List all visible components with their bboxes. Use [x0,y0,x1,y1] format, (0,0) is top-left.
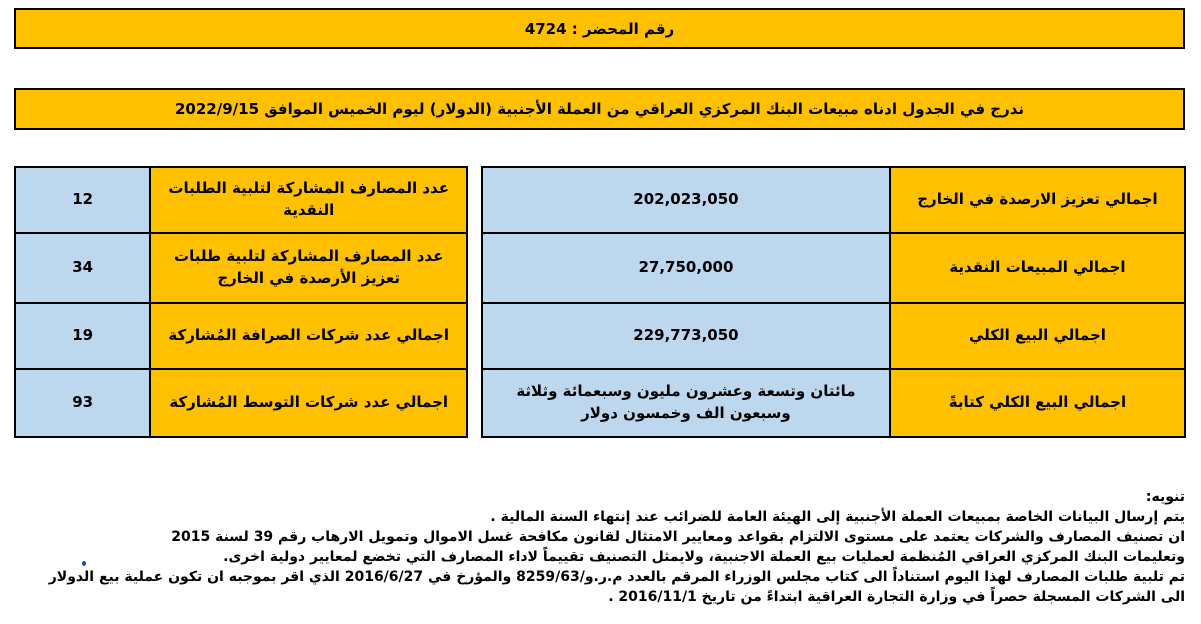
notice-line: وتعليمات البنك المركزي العراقي المُنظمة لعمليات بيع العملة الاجنبية، ولايمثل التصنيف تقييماً لاداء المصارف التي تخضع لمعايير دولية اخرى. [223,549,1185,565]
table-row [482,369,1185,437]
sales-value: 229,773,050 [482,303,890,369]
table-row [15,233,467,303]
sales-table [481,166,1186,438]
participants-label: عدد المصارف المشاركة لتلبية الطلبات النقدية [150,167,467,233]
sales-value: 202,023,050 [482,167,890,233]
sales-label: اجمالي البيع الكلي كتابةً [890,369,1185,437]
sales-label: اجمالي المبيعات النقدية [890,233,1185,303]
participants-label: اجمالي عدد شركات الصرافة المُشاركة [150,303,467,369]
table-row [15,303,467,369]
participants-table [14,166,468,438]
record-number-bar [14,8,1185,49]
record-number: رقم المحضر : 4724 [524,19,675,38]
table-row [482,233,1185,303]
notice-line: يتم إرسال البيانات الخاصة بمبيعات العملة الأجنبية إلى الهيئة العامة للضرائب عند إنتهاء السنة المالية . [490,509,1185,525]
notice-section [15,487,1185,607]
notice-line: تم تلبية طلبات المصارف لهذا اليوم استناداً الى كتاب مجلس الوزراء المرقم بالعدد م.ر.و/8259/63 والمؤرخ في 2016/6/27 الذي اقر بموجبه ان تكون عملية بيع الدولار [48,569,1185,585]
stray-mark [82,561,86,566]
table-row [482,303,1185,369]
participants-label: عدد المصارف المشاركة لتلبية طلبات تعزيز الأرصدة في الخارج [150,233,467,303]
table-row [482,167,1185,233]
report-title-bar [14,88,1185,130]
participants-label: اجمالي عدد شركات التوسط المُشاركة [150,369,467,437]
sales-label: اجمالي تعزيز الارصدة في الخارج [890,167,1185,233]
participants-value: 19 [15,303,150,369]
notice-heading: تنويه: [1145,489,1185,505]
participants-value: 12 [15,167,150,233]
participants-value: 93 [15,369,150,437]
table-row [15,369,467,437]
report-title: ندرج في الجدول ادناه مبيعات البنك المركزي العراقي من العملة الأجنبية (الدولار) ليوم الخميس الموافق 2022/9/15 [174,100,1025,118]
participants-value: 34 [15,233,150,303]
notice-line: الى الشركات المسجلة حصراً في وزارة التجارة العراقية ابتداءً من تاريخ 2016/11/1 . [608,589,1185,605]
notice-line: ان تصنيف المصارف والشركات يعتمد على مستوى الالتزام بقواعد ومعايير الامتثال لقانون مكافحة غسل الاموال وتمويل الارهاب رقم 39 لسنة 2015 [171,529,1185,545]
table-row [15,167,467,233]
sales-value: 27,750,000 [482,233,890,303]
sales-label: اجمالي البيع الكلي [890,303,1185,369]
sales-value: مائتان وتسعة وعشرون مليون وسبعمائة وثلاثة وسبعون الف وخمسون دولار [482,369,890,437]
